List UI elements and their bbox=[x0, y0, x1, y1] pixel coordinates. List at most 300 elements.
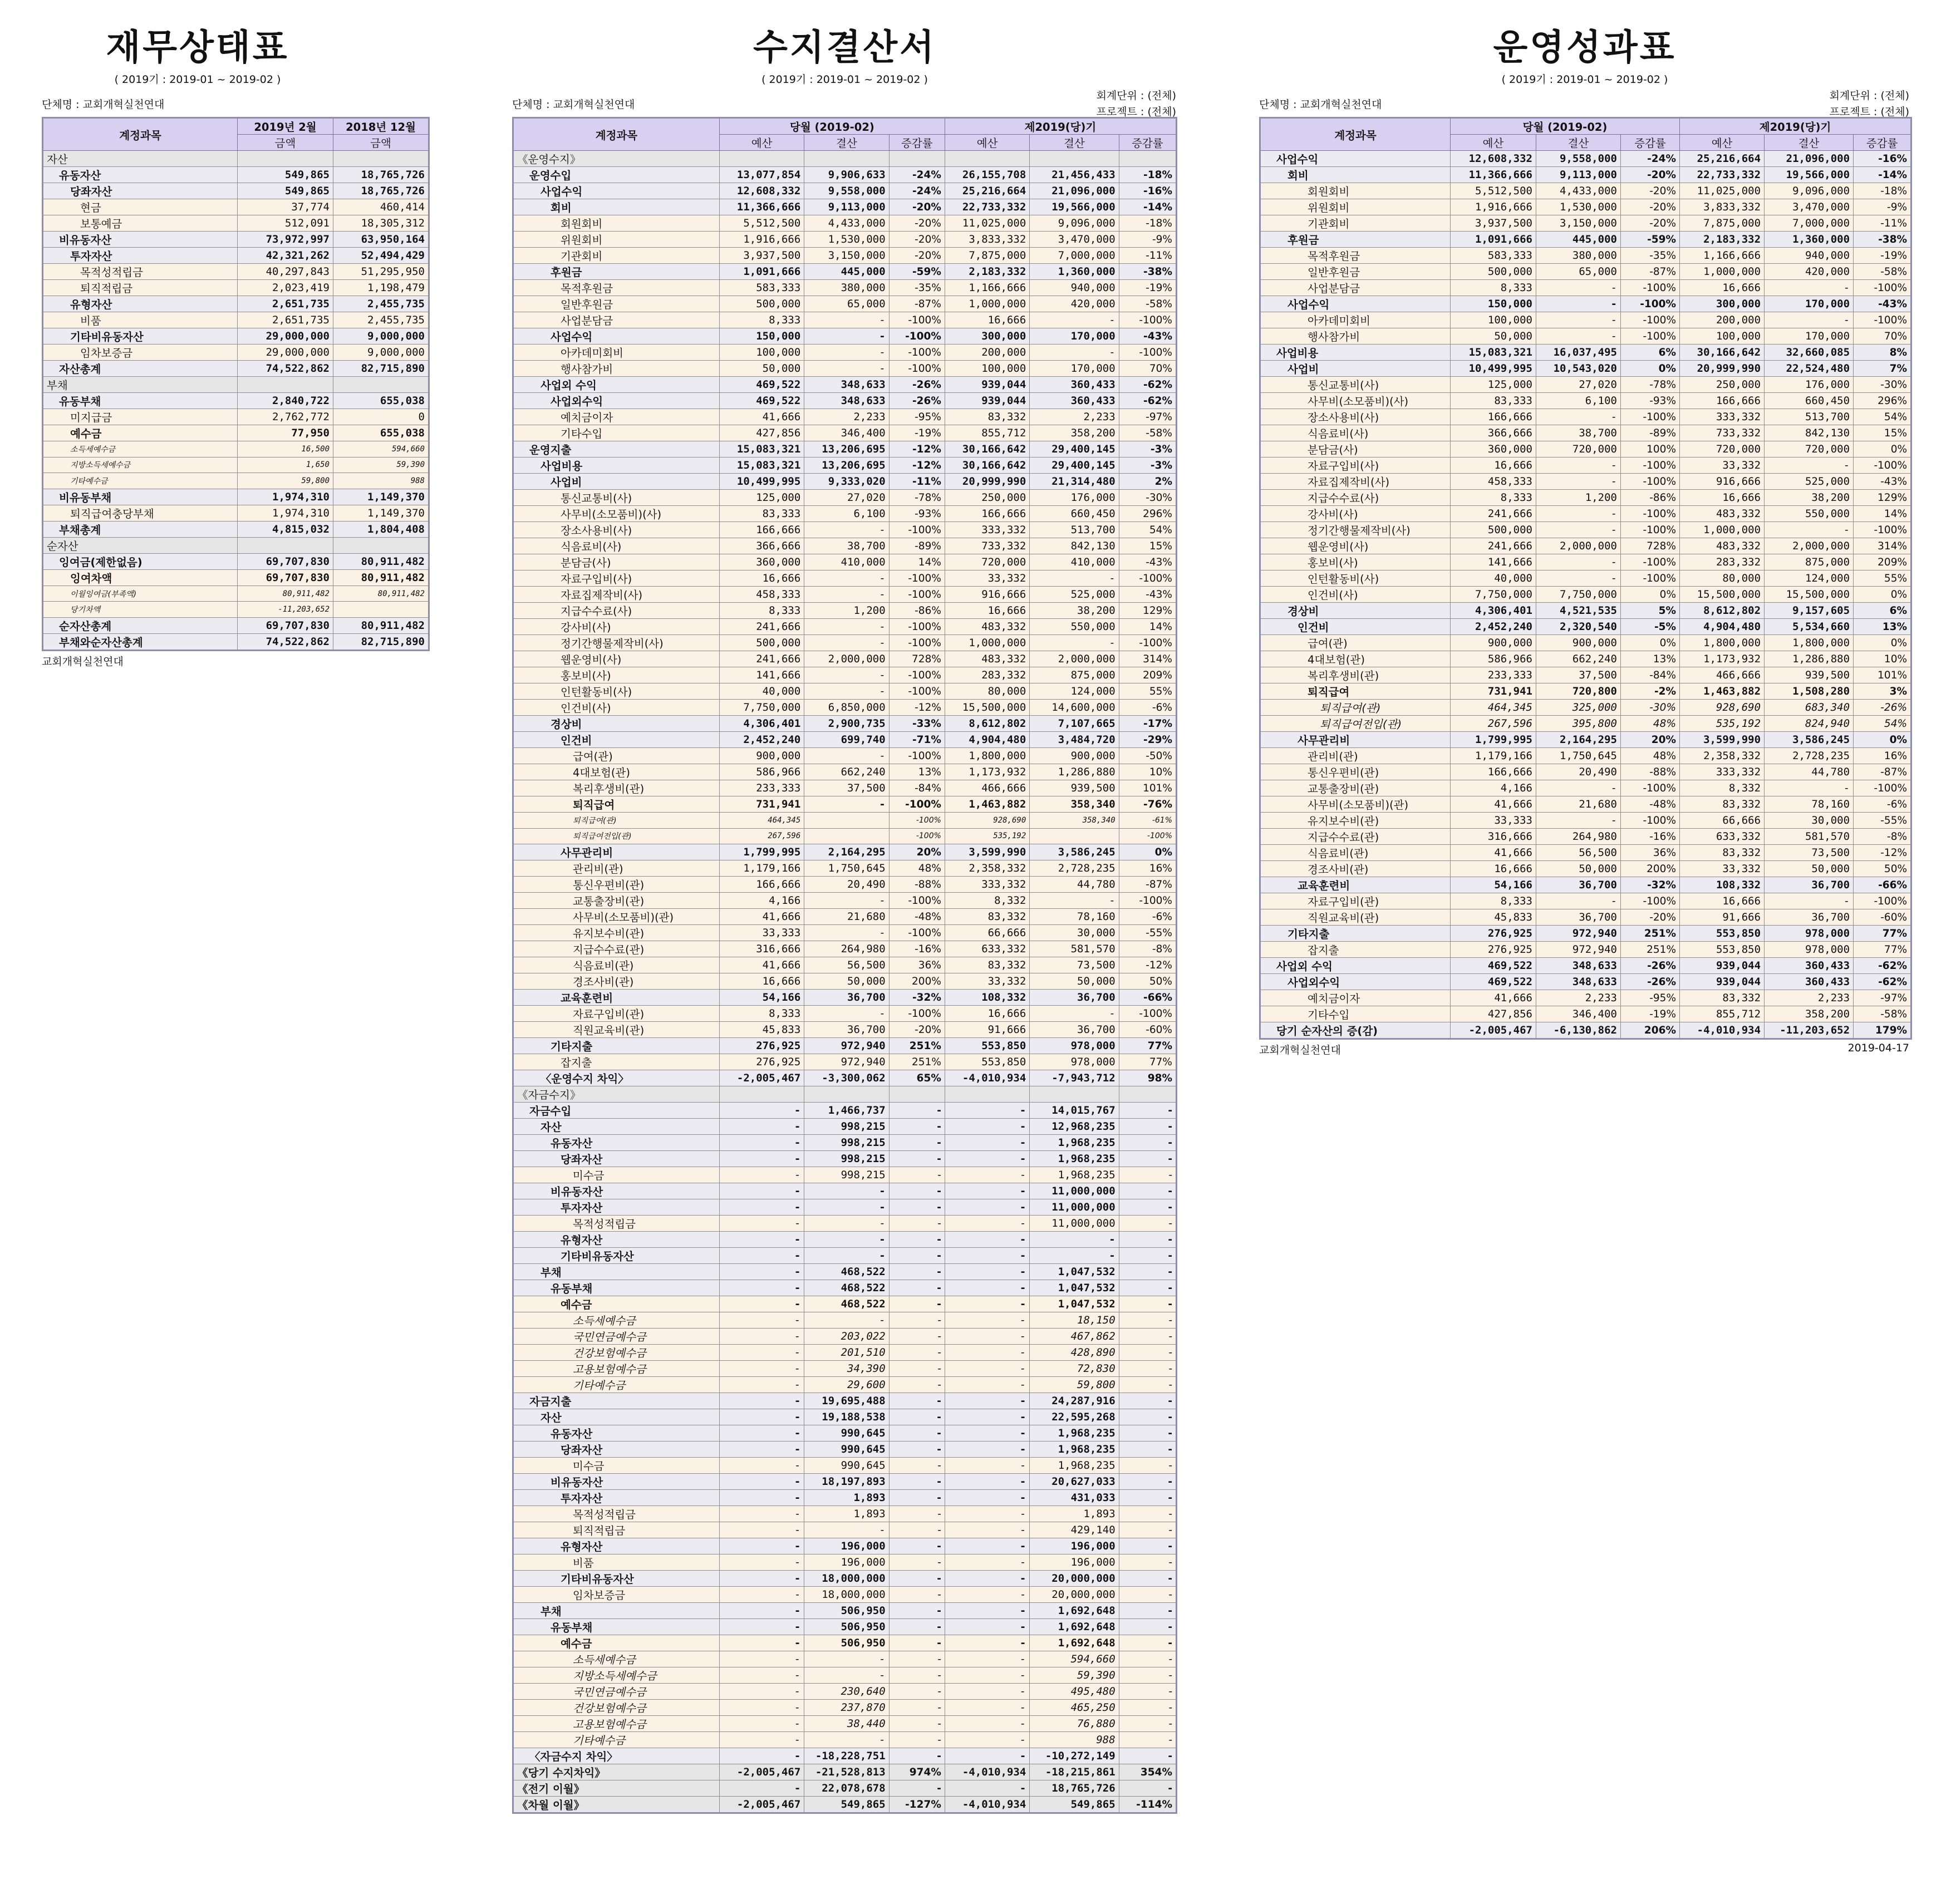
amount-cell: - bbox=[804, 748, 889, 764]
amount-cell: - bbox=[1765, 280, 1854, 296]
amount-cell: 6,850,000 bbox=[804, 700, 889, 716]
rate-cell: 0% bbox=[1119, 844, 1176, 860]
account-name: 소득세예수금 bbox=[43, 441, 238, 457]
rate-cell: - bbox=[1119, 1119, 1176, 1135]
rate-cell: -8% bbox=[1119, 941, 1176, 957]
amount-cell: 7,875,000 bbox=[1680, 215, 1765, 232]
amount-cell: 4,166 bbox=[1451, 780, 1536, 796]
amount-cell: 18,000,000 bbox=[804, 1587, 889, 1603]
rate-cell: -11% bbox=[1854, 215, 1911, 232]
table-row bbox=[43, 183, 429, 199]
amount-cell: 5,512,500 bbox=[719, 215, 804, 232]
amount-cell: 3,833,332 bbox=[1680, 199, 1765, 215]
rate-cell: -100% bbox=[889, 570, 945, 587]
rate-cell: -60% bbox=[1854, 909, 1911, 926]
amount-cell: 36,700 bbox=[1765, 909, 1854, 926]
table-row bbox=[513, 1329, 1177, 1345]
amount-cell: 24,287,916 bbox=[1030, 1393, 1119, 1409]
rate-cell: 209% bbox=[1119, 667, 1176, 683]
rate-cell: - bbox=[889, 1103, 945, 1119]
amount-cell: 549,865 bbox=[238, 183, 333, 199]
amount-cell: 1,650 bbox=[238, 457, 333, 473]
amount-cell: 2,452,240 bbox=[1451, 619, 1536, 635]
amount-cell: - bbox=[945, 1425, 1029, 1441]
table-row bbox=[1260, 490, 1911, 506]
amount-cell bbox=[719, 151, 804, 167]
amount-cell: 990,645 bbox=[804, 1458, 889, 1474]
amount-cell: - bbox=[719, 1441, 804, 1458]
amount-cell: 36,700 bbox=[804, 990, 889, 1006]
amount-cell: - bbox=[719, 1312, 804, 1329]
amount-cell: 18,765,726 bbox=[1030, 1780, 1119, 1797]
rate-cell: -78% bbox=[1621, 377, 1680, 393]
amount-cell: 900,000 bbox=[719, 748, 804, 764]
table-row bbox=[1260, 248, 1911, 264]
amount-cell: 9,096,000 bbox=[1765, 183, 1854, 199]
account-name: 비유동자산 bbox=[513, 1474, 720, 1490]
table-row bbox=[1260, 829, 1911, 845]
amount-cell: - bbox=[719, 1329, 804, 1345]
rate-cell: -100% bbox=[1621, 554, 1680, 570]
amount-cell: 662,240 bbox=[1536, 651, 1621, 667]
amount-cell: - bbox=[719, 1167, 804, 1183]
amount-cell: 549,865 bbox=[804, 1797, 889, 1813]
rate-cell: - bbox=[889, 1264, 945, 1280]
account-name: 인건비 bbox=[1260, 619, 1451, 635]
amount-cell: 2,000,000 bbox=[1765, 538, 1854, 554]
amount-cell: - bbox=[945, 1232, 1029, 1248]
rate-cell: - bbox=[889, 1312, 945, 1329]
amount-cell: 276,925 bbox=[719, 1038, 804, 1054]
account-name: 회원회비 bbox=[513, 215, 720, 232]
amount-cell: 458,333 bbox=[719, 587, 804, 603]
amount-cell: 230,640 bbox=[804, 1684, 889, 1700]
amount-cell: - bbox=[945, 1216, 1029, 1232]
account-name: 유동자산 bbox=[513, 1425, 720, 1441]
account-name: 사무비(소모품비)(사) bbox=[1260, 393, 1451, 409]
table-row bbox=[513, 683, 1177, 700]
table-row bbox=[43, 489, 429, 505]
rate-cell: -30% bbox=[1119, 490, 1176, 506]
account-name: 미수금 bbox=[513, 1458, 720, 1474]
table-row bbox=[513, 312, 1177, 328]
rate-cell: 6% bbox=[1621, 345, 1680, 361]
table-row bbox=[513, 506, 1177, 522]
amount-cell: -4,010,934 bbox=[945, 1764, 1029, 1780]
account-name: 급여(관) bbox=[513, 748, 720, 764]
rate-cell: -100% bbox=[1621, 893, 1680, 909]
account-name: 기타비유동자산 bbox=[513, 1248, 720, 1264]
amount-cell: 1,800,000 bbox=[945, 748, 1029, 764]
account-name: 기타지출 bbox=[1260, 926, 1451, 942]
amount-cell: 15,083,321 bbox=[719, 441, 804, 457]
table-row bbox=[513, 1458, 1177, 1474]
amount-cell: 3,150,000 bbox=[804, 248, 889, 264]
amount-cell: 2,164,295 bbox=[804, 844, 889, 860]
rate-cell: - bbox=[889, 1667, 945, 1684]
amount-cell: 13,077,854 bbox=[719, 167, 804, 183]
account-name: 사무관리비 bbox=[513, 844, 720, 860]
amount-cell: 662,240 bbox=[804, 764, 889, 780]
account-name: 퇴직급여(관) bbox=[1260, 700, 1451, 716]
amount-cell: - bbox=[945, 1409, 1029, 1425]
rate-cell: 0% bbox=[1621, 635, 1680, 651]
account-name: 투자자산 bbox=[513, 1199, 720, 1216]
amount-cell: 9,113,000 bbox=[1536, 167, 1621, 183]
amount-cell: 3,470,000 bbox=[1765, 199, 1854, 215]
account-name: 교통출장비(관) bbox=[513, 893, 720, 909]
table-row bbox=[513, 1135, 1177, 1151]
amount-cell: 8,333 bbox=[719, 1006, 804, 1022]
amount-cell: 2,651,735 bbox=[238, 312, 333, 328]
table-row bbox=[513, 1393, 1177, 1409]
amount-cell: 1,166,666 bbox=[945, 280, 1029, 296]
rate-cell: 10% bbox=[1119, 764, 1176, 780]
amount-cell bbox=[804, 813, 889, 829]
amount-cell: 1,968,235 bbox=[1030, 1425, 1119, 1441]
amount-cell: 72,830 bbox=[1030, 1361, 1119, 1377]
amount-cell: 2,320,540 bbox=[1536, 619, 1621, 635]
amount-cell: 41,666 bbox=[719, 909, 804, 925]
amount-cell: - bbox=[945, 1716, 1029, 1732]
account-name: 기타지출 bbox=[513, 1038, 720, 1054]
rate-cell: - bbox=[1119, 1587, 1176, 1603]
amount-cell: 2,233 bbox=[804, 409, 889, 425]
amount-cell: 358,340 bbox=[1030, 796, 1119, 813]
amount-cell: 150,000 bbox=[1451, 296, 1536, 312]
amount-cell: - bbox=[945, 1248, 1029, 1264]
amount-cell: 1,893 bbox=[1030, 1506, 1119, 1522]
table-row bbox=[513, 232, 1177, 248]
rate-cell: - bbox=[889, 1780, 945, 1797]
account-name: 교육훈련비 bbox=[1260, 877, 1451, 893]
amount-cell: 25,216,664 bbox=[1680, 151, 1765, 167]
account-name: 복리후생비(관) bbox=[1260, 667, 1451, 683]
amount-cell: 1,916,666 bbox=[1451, 199, 1536, 215]
amount-cell: 1,360,000 bbox=[1765, 232, 1854, 248]
income-statement-meta bbox=[512, 86, 1177, 117]
amount-cell: 10,499,995 bbox=[1451, 361, 1536, 377]
table-row bbox=[513, 1651, 1177, 1667]
amount-cell: - bbox=[1536, 813, 1621, 829]
rate-cell: -100% bbox=[1119, 570, 1176, 587]
table-row bbox=[513, 393, 1177, 409]
amount-cell: 9,333,020 bbox=[804, 474, 889, 490]
account-name: 당좌자산 bbox=[513, 1151, 720, 1167]
amount-cell: - bbox=[1030, 345, 1119, 361]
table-row bbox=[513, 1684, 1177, 1700]
amount-cell: 2,183,332 bbox=[945, 264, 1029, 280]
rate-cell: - bbox=[1119, 1393, 1176, 1409]
amount-cell: 21,314,480 bbox=[1030, 474, 1119, 490]
amount-cell: 1,173,932 bbox=[945, 764, 1029, 780]
amount-cell: 468,522 bbox=[804, 1280, 889, 1296]
col-actual: 결산 bbox=[1030, 135, 1119, 151]
amount-cell: 16,666 bbox=[1680, 893, 1765, 909]
amount-cell: - bbox=[945, 1506, 1029, 1522]
account-name: 비품 bbox=[513, 1554, 720, 1571]
table-row bbox=[513, 635, 1177, 651]
footer-date: 2019-04-17 bbox=[1847, 1042, 1909, 1054]
amount-cell: 83,332 bbox=[945, 957, 1029, 973]
amount-cell: 66,666 bbox=[1680, 813, 1765, 829]
rate-cell: 98% bbox=[1119, 1070, 1176, 1086]
amount-cell: - bbox=[945, 1538, 1029, 1554]
rate-cell: 129% bbox=[1854, 490, 1911, 506]
col-account: 계정과목 bbox=[43, 118, 238, 151]
table-row bbox=[513, 441, 1177, 457]
amount-cell: - bbox=[804, 328, 889, 345]
amount-cell: - bbox=[1765, 893, 1854, 909]
amount-cell: 8,612,802 bbox=[945, 716, 1029, 732]
rate-cell: 36% bbox=[1621, 845, 1680, 861]
amount-cell: 40,000 bbox=[1451, 570, 1536, 587]
amount-cell: - bbox=[804, 570, 889, 587]
amount-cell: 1,000,000 bbox=[1680, 264, 1765, 280]
amount-cell: - bbox=[719, 1506, 804, 1522]
amount-cell: 720,000 bbox=[1680, 441, 1765, 457]
account-name: 웹운영비(사) bbox=[1260, 538, 1451, 554]
amount-cell: 998,215 bbox=[804, 1135, 889, 1151]
account-name: 사무비(소모품비)(관) bbox=[513, 909, 720, 925]
rate-cell: - bbox=[889, 1538, 945, 1554]
amount-cell: - bbox=[804, 667, 889, 683]
amount-cell: 9,558,000 bbox=[1536, 151, 1621, 167]
amount-cell: 549,865 bbox=[238, 167, 333, 183]
amount-cell: 21,096,000 bbox=[1765, 151, 1854, 167]
rate-cell: - bbox=[1119, 1345, 1176, 1361]
amount-cell: 916,666 bbox=[945, 587, 1029, 603]
amount-cell: 233,333 bbox=[719, 780, 804, 796]
amount-cell: 465,250 bbox=[1030, 1700, 1119, 1716]
table-row bbox=[1260, 974, 1911, 990]
amount-cell: 2,233 bbox=[1536, 990, 1621, 1006]
table-row bbox=[513, 941, 1177, 957]
table-row bbox=[513, 1199, 1177, 1216]
account-name: 홍보비(사) bbox=[513, 667, 720, 683]
amount-cell: 100,000 bbox=[945, 361, 1029, 377]
balance-sheet-period: ( 2019기 : 2019-01 ~ 2019-02 ) bbox=[114, 73, 281, 86]
rate-cell: 314% bbox=[1854, 538, 1911, 554]
amount-cell: 1,286,880 bbox=[1030, 764, 1119, 780]
amount-cell: 1,968,235 bbox=[1030, 1167, 1119, 1183]
rate-cell: - bbox=[889, 1490, 945, 1506]
amount-cell: 45,833 bbox=[1451, 909, 1536, 926]
amount-cell: 2,183,332 bbox=[1680, 232, 1765, 248]
amount-cell: 201,510 bbox=[804, 1345, 889, 1361]
rate-cell: -14% bbox=[1119, 199, 1176, 215]
rate-cell: -89% bbox=[889, 538, 945, 554]
amount-cell: 33,332 bbox=[945, 973, 1029, 990]
rate-cell: -100% bbox=[889, 361, 945, 377]
table-row bbox=[43, 199, 429, 215]
accounting-unit: 회계단위 : (전체) bbox=[1829, 90, 1909, 102]
amount-cell: 38,700 bbox=[1536, 425, 1621, 441]
table-row bbox=[513, 796, 1177, 813]
table-row bbox=[1260, 764, 1911, 780]
rate-cell: -100% bbox=[1854, 312, 1911, 328]
account-name: 후원금 bbox=[1260, 232, 1451, 248]
rate-cell: -97% bbox=[1119, 409, 1176, 425]
amount-cell: 464,345 bbox=[1451, 700, 1536, 716]
account-name: 당기차액 bbox=[43, 602, 238, 618]
rate-cell: - bbox=[889, 1151, 945, 1167]
amount-cell: 633,332 bbox=[1680, 829, 1765, 845]
amount-cell: 483,332 bbox=[1680, 506, 1765, 522]
amount-cell: 83,332 bbox=[1680, 845, 1765, 861]
col-2019-02: 2019년 2월 bbox=[238, 118, 333, 135]
amount-cell: 1,200 bbox=[1536, 490, 1621, 506]
table-row bbox=[1260, 232, 1911, 248]
rate-cell: -11% bbox=[889, 474, 945, 490]
amount-cell: 1,968,235 bbox=[1030, 1441, 1119, 1458]
amount-cell: 11,025,000 bbox=[945, 215, 1029, 232]
amount-cell: 990,645 bbox=[804, 1441, 889, 1458]
rate-cell: -24% bbox=[889, 167, 945, 183]
amount-cell: 30,166,642 bbox=[945, 457, 1029, 474]
amount-cell: - bbox=[719, 1264, 804, 1280]
amount-cell: 13,206,695 bbox=[804, 441, 889, 457]
account-name: 건강보험예수금 bbox=[513, 1345, 720, 1361]
amount-cell: - bbox=[1030, 1232, 1119, 1248]
rate-cell: -43% bbox=[1854, 296, 1911, 312]
account-name: 비유동자산 bbox=[43, 232, 238, 248]
amount-cell: 108,332 bbox=[945, 990, 1029, 1006]
table-row bbox=[513, 1538, 1177, 1554]
rate-cell: -59% bbox=[889, 264, 945, 280]
table-row bbox=[43, 425, 429, 441]
amount-cell: 36,700 bbox=[804, 1022, 889, 1038]
amount-cell: 978,000 bbox=[1030, 1038, 1119, 1054]
rate-cell: 2% bbox=[1119, 474, 1176, 490]
amount-cell: 1,692,648 bbox=[1030, 1619, 1119, 1635]
amount-cell: 10,543,020 bbox=[1536, 361, 1621, 377]
account-name: 강사비(사) bbox=[513, 619, 720, 635]
table-row bbox=[513, 716, 1177, 732]
performance-footer bbox=[1259, 1042, 1910, 1059]
account-name: 통신교통비(사) bbox=[513, 490, 720, 506]
amount-cell: 1,974,310 bbox=[238, 505, 333, 521]
rate-cell: 16% bbox=[1854, 748, 1911, 764]
table-row bbox=[43, 312, 429, 328]
amount-cell: 500,000 bbox=[1451, 264, 1536, 280]
table-row bbox=[43, 393, 429, 409]
amount-cell: 1,286,880 bbox=[1765, 651, 1854, 667]
account-name: 예수금 bbox=[513, 1635, 720, 1651]
amount-cell: - bbox=[1030, 1248, 1119, 1264]
amount-cell: - bbox=[945, 1635, 1029, 1651]
amount-cell: 2,000,000 bbox=[1030, 651, 1119, 667]
amount-cell: 170,000 bbox=[1765, 296, 1854, 312]
amount-cell: 550,000 bbox=[1030, 619, 1119, 635]
amount-cell: 460,414 bbox=[333, 199, 429, 215]
table-row bbox=[513, 1054, 1177, 1070]
rate-cell: - bbox=[889, 1216, 945, 1232]
rate-cell: 13% bbox=[889, 764, 945, 780]
amount-cell bbox=[238, 377, 333, 393]
amount-cell: - bbox=[804, 1248, 889, 1264]
amount-cell: 22,595,268 bbox=[1030, 1409, 1119, 1425]
rate-cell: 728% bbox=[1621, 538, 1680, 554]
amount-cell: 535,192 bbox=[1680, 716, 1765, 732]
amount-cell: 69,707,830 bbox=[238, 553, 333, 569]
amount-cell: 22,078,678 bbox=[804, 1780, 889, 1797]
account-name: 통신우편비(관) bbox=[513, 877, 720, 893]
amount-cell: 52,494,429 bbox=[333, 248, 429, 264]
amount-cell: 842,130 bbox=[1765, 425, 1854, 441]
account-name: 유형자산 bbox=[513, 1232, 720, 1248]
rate-cell: - bbox=[889, 1167, 945, 1183]
account-name: 관리비(관) bbox=[513, 860, 720, 877]
amount-cell: - bbox=[804, 893, 889, 909]
amount-cell: 18,305,312 bbox=[333, 215, 429, 232]
amount-cell: - bbox=[1536, 522, 1621, 538]
amount-cell: - bbox=[719, 1667, 804, 1684]
rate-cell: - bbox=[889, 1748, 945, 1764]
amount-cell: 4,815,032 bbox=[238, 521, 333, 537]
amount-cell: - bbox=[1536, 780, 1621, 796]
amount-cell: 8,332 bbox=[1680, 780, 1765, 796]
table-row bbox=[513, 1797, 1177, 1813]
rate-cell: -20% bbox=[1621, 215, 1680, 232]
account-name: 유동자산 bbox=[43, 167, 238, 183]
rate-cell: - bbox=[1119, 1700, 1176, 1716]
amount-cell: 348,633 bbox=[804, 377, 889, 393]
table-row bbox=[1260, 167, 1911, 183]
col-budget: 예산 bbox=[719, 135, 804, 151]
account-name: 자료집제작비(사) bbox=[513, 587, 720, 603]
amount-cell: 535,192 bbox=[945, 828, 1029, 844]
amount-cell: 1,893 bbox=[804, 1506, 889, 1522]
amount-cell: 939,044 bbox=[1680, 974, 1765, 990]
rate-cell: - bbox=[889, 1377, 945, 1393]
amount-cell: 1,530,000 bbox=[1536, 199, 1621, 215]
amount-cell: 9,113,000 bbox=[804, 199, 889, 215]
amount-cell: 42,321,262 bbox=[238, 248, 333, 264]
amount-cell: 483,332 bbox=[945, 619, 1029, 635]
amount-cell: 69,707,830 bbox=[238, 569, 333, 586]
table-row bbox=[513, 1280, 1177, 1296]
table-row bbox=[513, 1506, 1177, 1522]
amount-cell: 468,522 bbox=[804, 1264, 889, 1280]
rate-cell: - bbox=[1119, 1329, 1176, 1345]
amount-cell: 166,666 bbox=[719, 877, 804, 893]
amount-cell: 998,215 bbox=[804, 1167, 889, 1183]
account-name: 예치금이자 bbox=[1260, 990, 1451, 1006]
account-name: 투자자산 bbox=[43, 248, 238, 264]
amount-cell: 19,566,000 bbox=[1765, 167, 1854, 183]
table-row bbox=[43, 345, 429, 361]
account-name: 회원회비 bbox=[1260, 183, 1451, 199]
rate-cell: - bbox=[889, 1506, 945, 1522]
rate-cell: 728% bbox=[889, 651, 945, 667]
amount-cell: 360,433 bbox=[1030, 393, 1119, 409]
amount-cell: 358,200 bbox=[1765, 1006, 1854, 1022]
col-rate: 증감률 bbox=[1854, 135, 1911, 151]
amount-cell: -2,005,467 bbox=[719, 1070, 804, 1086]
account-name: 임차보증금 bbox=[43, 345, 238, 361]
amount-cell: 36,700 bbox=[1030, 990, 1119, 1006]
table-row bbox=[43, 521, 429, 537]
amount-cell: -2,005,467 bbox=[719, 1797, 804, 1813]
amount-cell: -11,203,652 bbox=[1765, 1022, 1854, 1039]
amount-cell: 40,000 bbox=[719, 683, 804, 700]
rate-cell: -100% bbox=[1621, 280, 1680, 296]
rate-cell: 129% bbox=[1119, 603, 1176, 619]
income-statement-panel bbox=[512, 0, 1177, 1814]
account-name: 사업수익 bbox=[513, 328, 720, 345]
amount-cell: - bbox=[1765, 457, 1854, 474]
